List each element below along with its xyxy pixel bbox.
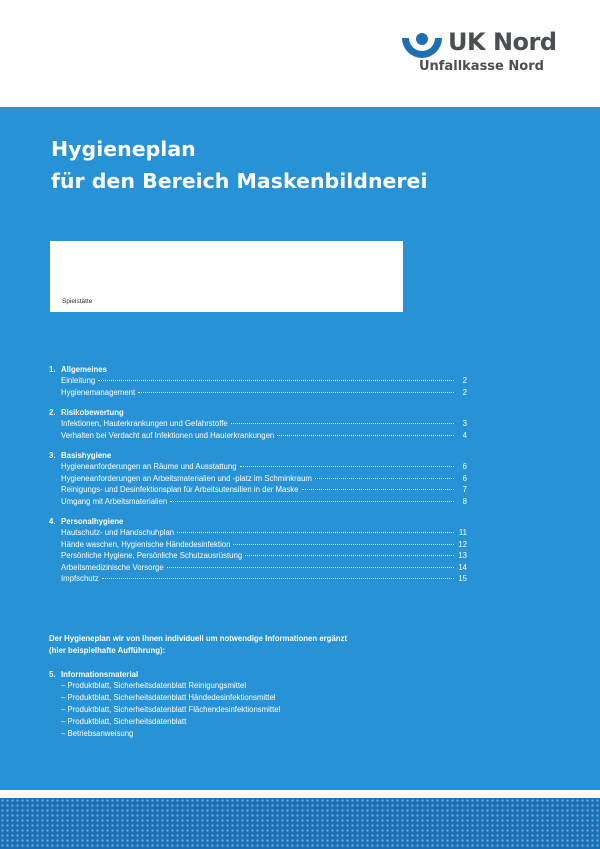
dot-leader — [138, 392, 454, 393]
toc-section-heading — [49, 450, 467, 461]
info-list-item: – Produktblatt, Sicherheitsdatenblatt Reinigungsmittel — [61, 681, 247, 690]
toc-page-number: 4 — [462, 430, 467, 440]
toc-page-number: 11 — [458, 528, 467, 537]
toc-entry-text: Hygieneanforderungen an Arbeitsmaterialien und -platz im Schminkraum — [61, 473, 312, 483]
toc-page-number: 7 — [462, 485, 467, 494]
info-list — [49, 680, 280, 740]
toc-entry[interactable] — [49, 550, 467, 562]
dot-leader — [302, 489, 454, 490]
toc-entry[interactable] — [49, 527, 467, 539]
toc-entry-text: Hygieneanforderungen an Räume und Ausstattung — [61, 462, 237, 471]
info-section — [49, 669, 280, 740]
supplement-note — [49, 633, 347, 656]
toc-entry-text: Hände waschen, Hygienische Händedesinfektion — [61, 539, 231, 549]
toc-entry[interactable] — [49, 573, 467, 585]
toc-page-number: 8 — [462, 496, 467, 506]
dot-leader — [240, 466, 454, 467]
section-title: Allgemeines — [61, 365, 107, 374]
toc-entry-text: Hautschutz- und Handschuhplan — [61, 528, 175, 537]
toc-entry-text: Einleitung — [61, 376, 96, 385]
table-of-contents — [49, 364, 467, 594]
dot-pattern-band — [0, 798, 600, 849]
header — [0, 0, 600, 107]
toc-entry[interactable] — [49, 562, 467, 574]
section-title: Risikobewertung — [61, 408, 124, 417]
toc-page-number: 6 — [462, 473, 467, 483]
section-number: 2. — [49, 408, 56, 417]
toc-entry-text: Arbeitsmedizinische Vorsorge — [61, 562, 164, 572]
toc-section — [49, 364, 467, 398]
toc-page-number: 2 — [462, 387, 467, 397]
toc-entry-text: Verhalten bei Verdacht auf Infektionen und Hauterkrankungen — [61, 430, 275, 440]
toc-entry[interactable] — [49, 461, 467, 473]
info-list-item: – Produktblatt, Sicherheitsdatenblatt Flächendesinfektionsmittel — [61, 705, 281, 714]
dot-leader — [102, 578, 454, 579]
info-title: Informationsmaterial — [61, 670, 139, 679]
info-heading — [49, 669, 280, 680]
uk-nord-logo-icon — [400, 32, 444, 62]
logo-title: UK Nord — [448, 28, 557, 56]
info-list-item: – Produktblatt, Sicherheitsdatenblatt Händedesinfektionsmittel — [61, 693, 276, 702]
section-number: 4. — [49, 517, 56, 526]
toc-page-number: 6 — [462, 462, 467, 471]
dot-leader — [277, 435, 454, 436]
section-number: 3. — [49, 451, 56, 460]
toc-entry-text: Persönliche Hygiene, Persönliche Schutzausrüstung — [61, 551, 243, 560]
toc-entry-text: Infektionen, Hauterkrankungen und Gefahrstoffe — [61, 419, 228, 428]
toc-section — [49, 407, 467, 441]
toc-page-number: 3 — [462, 419, 467, 428]
info-list-item: – Produktblatt, Sicherheitsdatenblatt — [61, 717, 187, 726]
info-number: 5. — [49, 670, 56, 679]
venue-field-label: Spielstätte — [62, 298, 93, 305]
toc-page-number: 15 — [458, 574, 467, 583]
section-title: Basishygiene — [61, 451, 112, 460]
note-line-1: Der Hygieneplan wir von Ihnen individuell um notwendige Informationen ergänzt — [49, 634, 348, 643]
toc-entry-text: Umgang mit Arbeitsmaterialien — [61, 496, 168, 506]
toc-entry-text: Reinigungs- und Desinfektionsplan für Arbeitsutensilien in der Maske — [61, 485, 299, 494]
note-line-2: (hier beispielhafte Aufführung): — [49, 645, 166, 655]
dot-leader — [167, 567, 454, 568]
toc-entry-text: Impfschutz — [61, 574, 99, 583]
toc-entry[interactable] — [49, 430, 467, 442]
title-line-2: für den Bereich Maskenbildnerei — [51, 169, 428, 193]
toc-entry[interactable] — [49, 418, 467, 430]
info-list-item: – Betriebsanweisung — [61, 729, 134, 738]
dot-leader — [177, 532, 454, 533]
title-line-1: Hygieneplan — [51, 137, 196, 161]
toc-page-number: 2 — [462, 376, 467, 385]
toc-entry[interactable] — [49, 387, 467, 399]
toc-section-heading — [49, 364, 467, 375]
toc-page-number: 13 — [458, 551, 467, 560]
logo-subtitle: Unfallkasse Nord — [419, 59, 544, 74]
toc-section — [49, 516, 467, 585]
toc-entry[interactable] — [49, 484, 467, 496]
toc-page-number: 14 — [458, 562, 467, 572]
section-number: 1. — [49, 365, 56, 374]
toc-section-heading — [49, 516, 467, 527]
dot-leader — [315, 478, 454, 479]
dot-leader — [231, 423, 454, 424]
toc-page-number: 12 — [458, 539, 467, 549]
toc-entry[interactable] — [49, 496, 467, 508]
toc-entry[interactable] — [49, 375, 467, 387]
section-title: Personalhygiene — [61, 517, 124, 526]
dot-leader — [98, 380, 454, 381]
toc-entry[interactable] — [49, 473, 467, 485]
document-title — [51, 133, 427, 197]
dot-leader — [233, 544, 454, 545]
dot-leader — [170, 501, 454, 502]
dot-leader — [245, 555, 454, 556]
toc-section — [49, 450, 467, 507]
toc-entry-text: Hygienemanagement — [61, 387, 136, 397]
toc-section-heading — [49, 407, 467, 418]
venue-field[interactable] — [50, 241, 403, 312]
toc-entry[interactable] — [49, 539, 467, 551]
uk-nord-logo[interactable] — [400, 26, 560, 86]
